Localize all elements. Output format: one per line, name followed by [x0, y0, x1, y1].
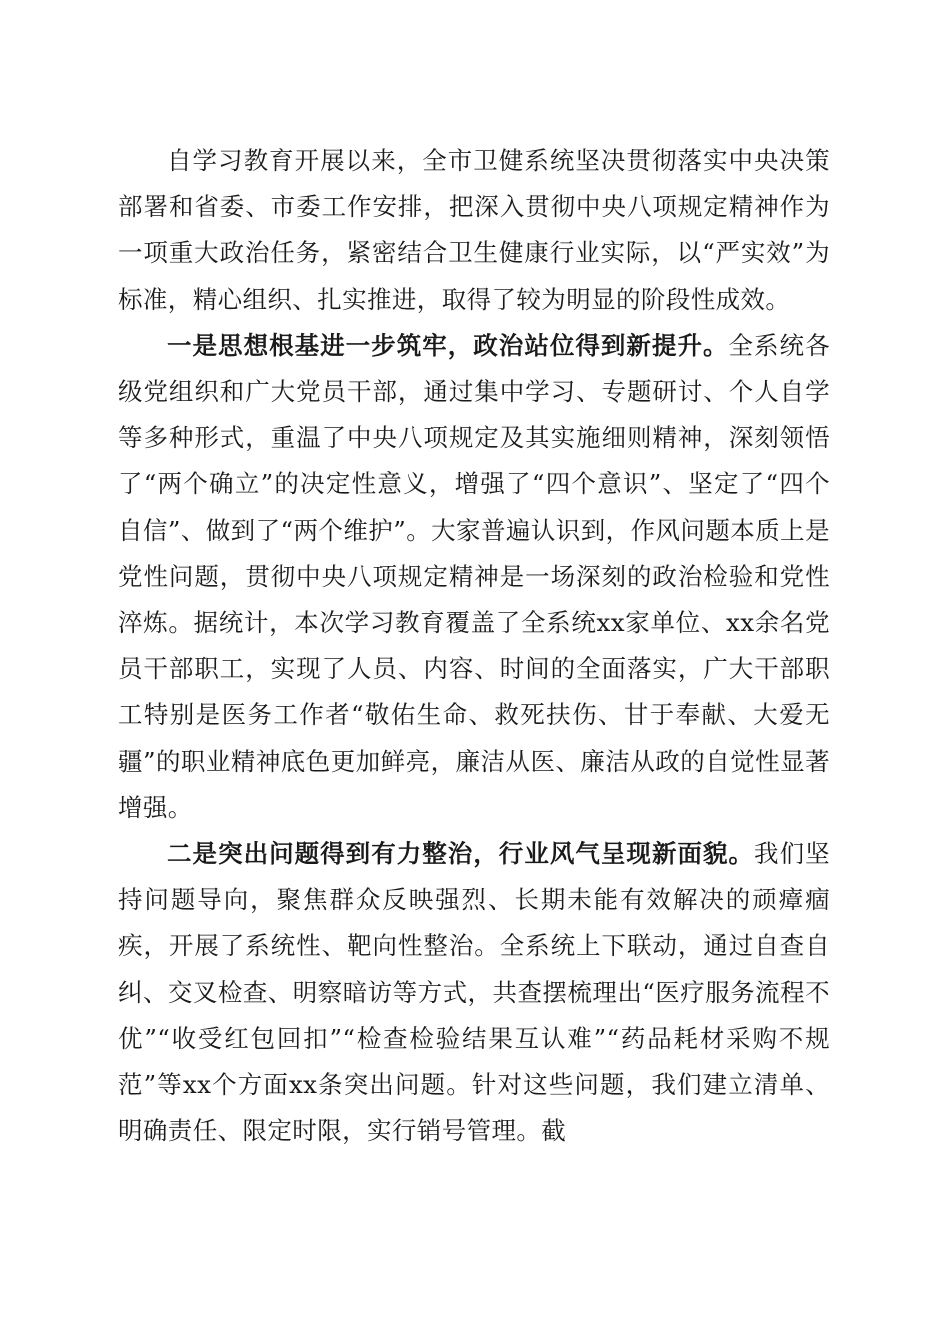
paragraph-intro	[118, 138, 830, 323]
paragraph-lead: 一是思想根基进一步筑牢，政治站位得到新提升。	[167, 330, 729, 360]
paragraph-text: 我们坚持问题导向，聚焦群众反映强烈、长期未能有效解决的顽瘴痼疾，开展了系统性、靶向性整治。全系统上下联动，通过自查自纠、交叉检查、明察暗访等方式，共查摆梳理出“医疗服务流程不优”“收受红包回扣”“检查检验结果互认难”“药品耗材采购不规范”等xx个方面xx条突出问题。针对这些问题，我们建立清单、明确责任、限定时限，实行销号管理。截	[118, 839, 830, 1146]
paragraph-lead: 二是突出问题得到有力整治，行业风气呈现新面貌。	[167, 839, 755, 869]
paragraph-text: 自学习教育开展以来，全市卫健系统坚决贯彻落实中央决策部署和省委、市委工作安排，把深入贯彻中央八项规定精神作为一项重大政治任务，紧密结合卫生健康行业实际，以“严实效”为标准，精心组织、扎实推进，取得了较为明显的阶段性成效。	[118, 146, 830, 314]
paragraph-point-one	[118, 323, 830, 831]
document-body	[118, 138, 830, 1154]
paragraph-text: 全系统各级党组织和广大党员干部，通过集中学习、专题研讨、个人自学等多种形式，重温了中央八项规定及其实施细则精神，深刻领悟了“两个确立”的决定性意义，增强了“四个意识”、坚定了“四个自信”、做到了“两个维护”。大家普遍认识到，作风问题本质上是党性问题，贯彻中央八项规定精神是一场深刻的政治检验和党性淬炼。据统计，本次学习教育覆盖了全系统xx家单位、xx余名党员干部职工，实现了人员、内容、时间的全面落实，广大干部职工特别是医务工作者“敬佑生命、救死扶伤、甘于奉献、大爱无疆”的职业精神底色更加鲜亮，廉洁从医、廉洁从政的自觉性显著增强。	[118, 330, 830, 822]
paragraph-point-two	[118, 831, 830, 1154]
